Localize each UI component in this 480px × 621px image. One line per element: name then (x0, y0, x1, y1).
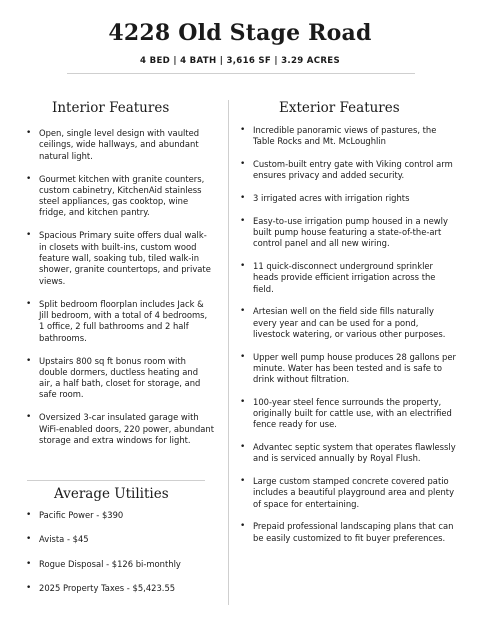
exterior-feature-item: • Large custom stamped concrete covered patio includes a beautiful playground area and plenty of space for entertaining. (240, 476, 458, 510)
exterior-feature-item: • Advantec septic system that operates flawlessly and is serviced annually by Royal Flush. (240, 442, 458, 465)
column-divider (228, 100, 229, 605)
interior-feature-item: • Upstairs 800 sq ft bonus room with double dormers, ductless heating and air, a half bath, closet for storage, and safe room. (26, 356, 214, 401)
exterior-feature-item: • 3 irrigated acres with irrigation rights (240, 193, 458, 204)
exterior-feature-item: • 100-year steel fence surrounds the property, originally built for cattle use, with an electrified fence ready for use. (240, 397, 458, 431)
average-utilities-heading: Average Utilities (54, 486, 169, 502)
exterior-features-heading: Exterior Features (279, 100, 400, 116)
header-divider (67, 73, 415, 74)
exterior-feature-item: • Prepaid professional landscaping plans that can be easily customized to fit buyer preferences. (240, 521, 458, 544)
exterior-feature-item: • Upper well pump house produces 28 gallons per minute. Water has been tested and is safe to drink without filtration. (240, 352, 458, 386)
property-address-title: 4228 Old Stage Road (108, 20, 372, 46)
property-summary: 4 BED | 4 BATH | 3,616 SF | 3.29 ACRES (140, 56, 340, 66)
interior-feature-item: • Gourmet kitchen with granite counters, custom cabinetry, KitchenAid stainless steel appliances, gas cooktop, wine fridge, and kitchen pantry. (26, 174, 214, 219)
interior-feature-item: • Oversized 3-car insulated garage with WiFi-enabled doors, 220 power, abundant storage and extra windows for light. (26, 412, 214, 446)
interior-features-heading: Interior Features (52, 100, 170, 116)
utility-item: • Pacific Power - $390 (26, 510, 216, 521)
utility-item: • Avista - $45 (26, 534, 216, 545)
exterior-feature-item: • Easy-to-use irrigation pump housed in a newly built pump house featuring a state-of-the-art control panel and all new wiring. (240, 216, 458, 250)
interior-feature-item: • Split bedroom floorplan includes Jack & Jill bedroom, with a total of 4 bedrooms, 1 office, 2 full bathrooms and 2 half bathrooms. (26, 299, 214, 344)
utilities-divider (27, 480, 205, 481)
interior-feature-item: • Spacious Primary suite offers dual walk-in closets with built-ins, custom wood feature wall, soaking tub, tiled walk-in shower, granite countertops, and private views. (26, 230, 214, 286)
exterior-feature-item: • Incredible panoramic views of pastures, the Table Rocks and Mt. McLoughlin (240, 125, 458, 148)
exterior-feature-item: • 11 quick-disconnect underground sprinkler heads provide efficient irrigation across the field. (240, 261, 458, 295)
exterior-features-list (240, 125, 458, 555)
exterior-feature-item: • Artesian well on the field side fills naturally every year and can be used for a pond, livestock watering, or various other purposes. (240, 306, 458, 340)
exterior-feature-item: • Custom-built entry gate with Viking control arm ensures privacy and added security. (240, 159, 458, 182)
utility-item: • 2025 Property Taxes - $5,423.55 (26, 583, 216, 594)
utilities-list (26, 510, 216, 608)
interior-feature-item: • Open, single level design with vaulted ceilings, wide hallways, and abundant natural light. (26, 128, 214, 162)
interior-features-list (26, 128, 214, 458)
utility-item: • Rogue Disposal - $126 bi-monthly (26, 559, 216, 570)
